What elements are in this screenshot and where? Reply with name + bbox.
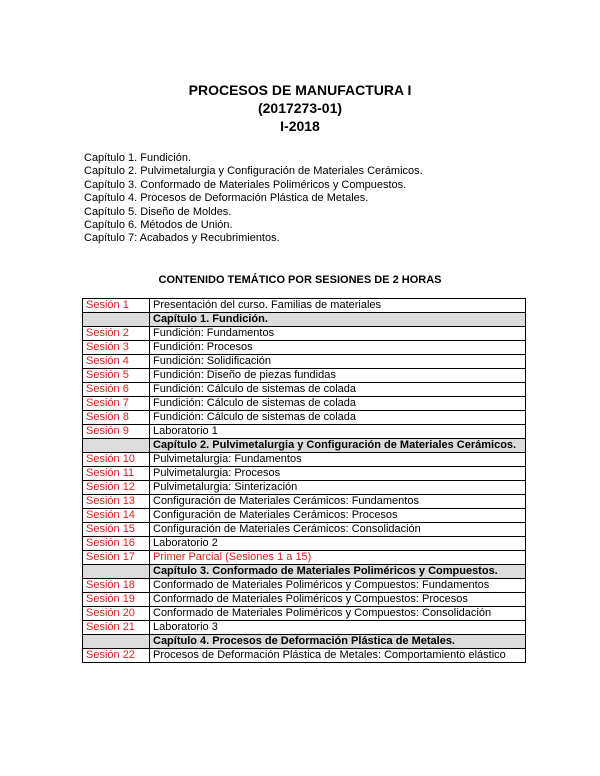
session-number: Sesión 1	[83, 299, 150, 313]
table-row	[83, 495, 526, 509]
session-description: Laboratorio 3	[150, 621, 526, 635]
session-number: Sesión 2	[83, 327, 150, 341]
table-row	[83, 327, 526, 341]
session-number: Sesión 3	[83, 341, 150, 355]
session-description: Pulvimetalurgia: Fundamentos	[150, 453, 526, 467]
session-description: Primer Parcial (Sesiones 1 a 15)	[150, 551, 526, 565]
table-row	[83, 383, 526, 397]
session-number: Sesión 21	[83, 621, 150, 635]
course-term: I-2018	[280, 118, 320, 134]
chapter-list	[84, 152, 423, 246]
session-description: Configuración de Materiales Cerámicos: Fundamentos	[150, 495, 526, 509]
table-row	[83, 579, 526, 593]
session-description: Fundición: Fundamentos	[150, 327, 526, 341]
session-description: Pulvimetalurgia: Procesos	[150, 467, 526, 481]
session-number: Sesión 19	[83, 593, 150, 607]
session-description: Fundición: Cálculo de sistemas de colada	[150, 383, 526, 397]
session-number: Sesión 7	[83, 397, 150, 411]
session-description: Conformado de Materiales Poliméricos y Compuestos: Procesos	[150, 593, 526, 607]
table-row	[83, 607, 526, 621]
session-description: Presentación del curso. Familias de materiales	[150, 299, 526, 313]
chapter-heading: Capítulo 2. Pulvimetalurgia y Configuración de Materiales Cerámicos.	[150, 439, 526, 453]
table-row	[83, 467, 526, 481]
sessions-table	[82, 298, 526, 663]
table-chapter-row	[83, 565, 526, 579]
session-number: Sesión 18	[83, 579, 150, 593]
table-chapter-row	[83, 635, 526, 649]
session-description: Procesos de Deformación Plástica de Metales: Comportamiento elástico	[150, 649, 526, 663]
session-description: Fundición: Cálculo de sistemas de colada	[150, 411, 526, 425]
table-row	[83, 593, 526, 607]
table-row	[83, 453, 526, 467]
table-row	[83, 341, 526, 355]
session-number: Sesión 20	[83, 607, 150, 621]
course-title: PROCESOS DE MANUFACTURA I	[188, 82, 412, 98]
table-row	[83, 355, 526, 369]
session-description: Pulvimetalurgia: Sinterización	[150, 481, 526, 495]
session-number: Sesión 6	[83, 383, 150, 397]
session-description: Conformado de Materiales Poliméricos y Compuestos: Consolidación	[150, 607, 526, 621]
table-row	[83, 481, 526, 495]
table-chapter-row	[83, 313, 526, 327]
table-row	[83, 509, 526, 523]
session-description: Fundición: Solidificación	[150, 355, 526, 369]
session-number: Sesión 8	[83, 411, 150, 425]
session-description: Fundición: Diseño de piezas fundidas	[150, 369, 526, 383]
chapter-item: Capítulo 1. Fundición.	[84, 152, 192, 164]
session-description: Configuración de Materiales Cerámicos: Consolidación	[150, 523, 526, 537]
chapter-item: Capítulo 4. Procesos de Deformación Plástica de Metales.	[84, 192, 369, 205]
session-number: Sesión 4	[83, 355, 150, 369]
session-description: Fundición: Procesos	[150, 341, 526, 355]
session-description: Configuración de Materiales Cerámicos: Procesos	[150, 509, 526, 523]
chapter-item: Capítulo 3. Conformado de Materiales Poliméricos y Compuestos.	[84, 178, 407, 191]
chapter-item: Capítulo 7: Acabados y Recubrimientos.	[84, 232, 280, 245]
session-number: Sesión 13	[83, 495, 150, 509]
session-description: Laboratorio 2	[150, 537, 526, 551]
table-chapter-row	[83, 439, 526, 453]
session-description: Conformado de Materiales Poliméricos y Compuestos: Fundamentos	[150, 579, 526, 593]
chapter-item: Capítulo 5. Diseño de Moldes.	[84, 205, 232, 218]
table-row	[83, 299, 526, 313]
session-number	[83, 635, 150, 649]
session-description: Laboratorio 1	[150, 425, 526, 439]
session-number: Sesión 11	[83, 467, 150, 481]
table-row	[83, 397, 526, 411]
session-number: Sesión 17	[83, 551, 150, 565]
chapter-heading: Capítulo 1. Fundición.	[150, 313, 526, 327]
table-row	[83, 369, 526, 383]
session-number: Sesión 14	[83, 509, 150, 523]
sessions-table-body	[83, 299, 526, 663]
table-row	[83, 621, 526, 635]
session-number: Sesión 22	[83, 649, 150, 663]
session-number: Sesión 15	[83, 523, 150, 537]
table-row	[83, 411, 526, 425]
table-row	[83, 649, 526, 663]
session-number	[83, 313, 150, 327]
title-block	[0, 81, 600, 135]
course-code: (2017273-01)	[257, 100, 343, 116]
session-number	[83, 439, 150, 453]
session-number: Sesión 9	[83, 425, 150, 439]
chapter-heading: Capítulo 3. Conformado de Materiales Poliméricos y Compuestos.	[150, 565, 526, 579]
session-number: Sesión 5	[83, 369, 150, 383]
session-number: Sesión 10	[83, 453, 150, 467]
section-heading: CONTENIDO TEMÁTICO POR SESIONES DE 2 HORAS	[158, 274, 442, 286]
table-row	[83, 425, 526, 439]
chapter-item: Capítulo 6. Métodos de Unión.	[84, 219, 233, 232]
session-number: Sesión 12	[83, 481, 150, 495]
chapter-heading: Capítulo 4. Procesos de Deformación Plástica de Metales.	[150, 635, 526, 649]
table-row	[83, 523, 526, 537]
table-row	[83, 537, 526, 551]
table-row	[83, 551, 526, 565]
chapter-item: Capítulo 2. Pulvimetalurgia y Configuración de Materiales Cerámicos.	[84, 165, 423, 178]
session-description: Fundición: Cálculo de sistemas de colada	[150, 397, 526, 411]
session-number	[83, 565, 150, 579]
session-number: Sesión 16	[83, 537, 150, 551]
